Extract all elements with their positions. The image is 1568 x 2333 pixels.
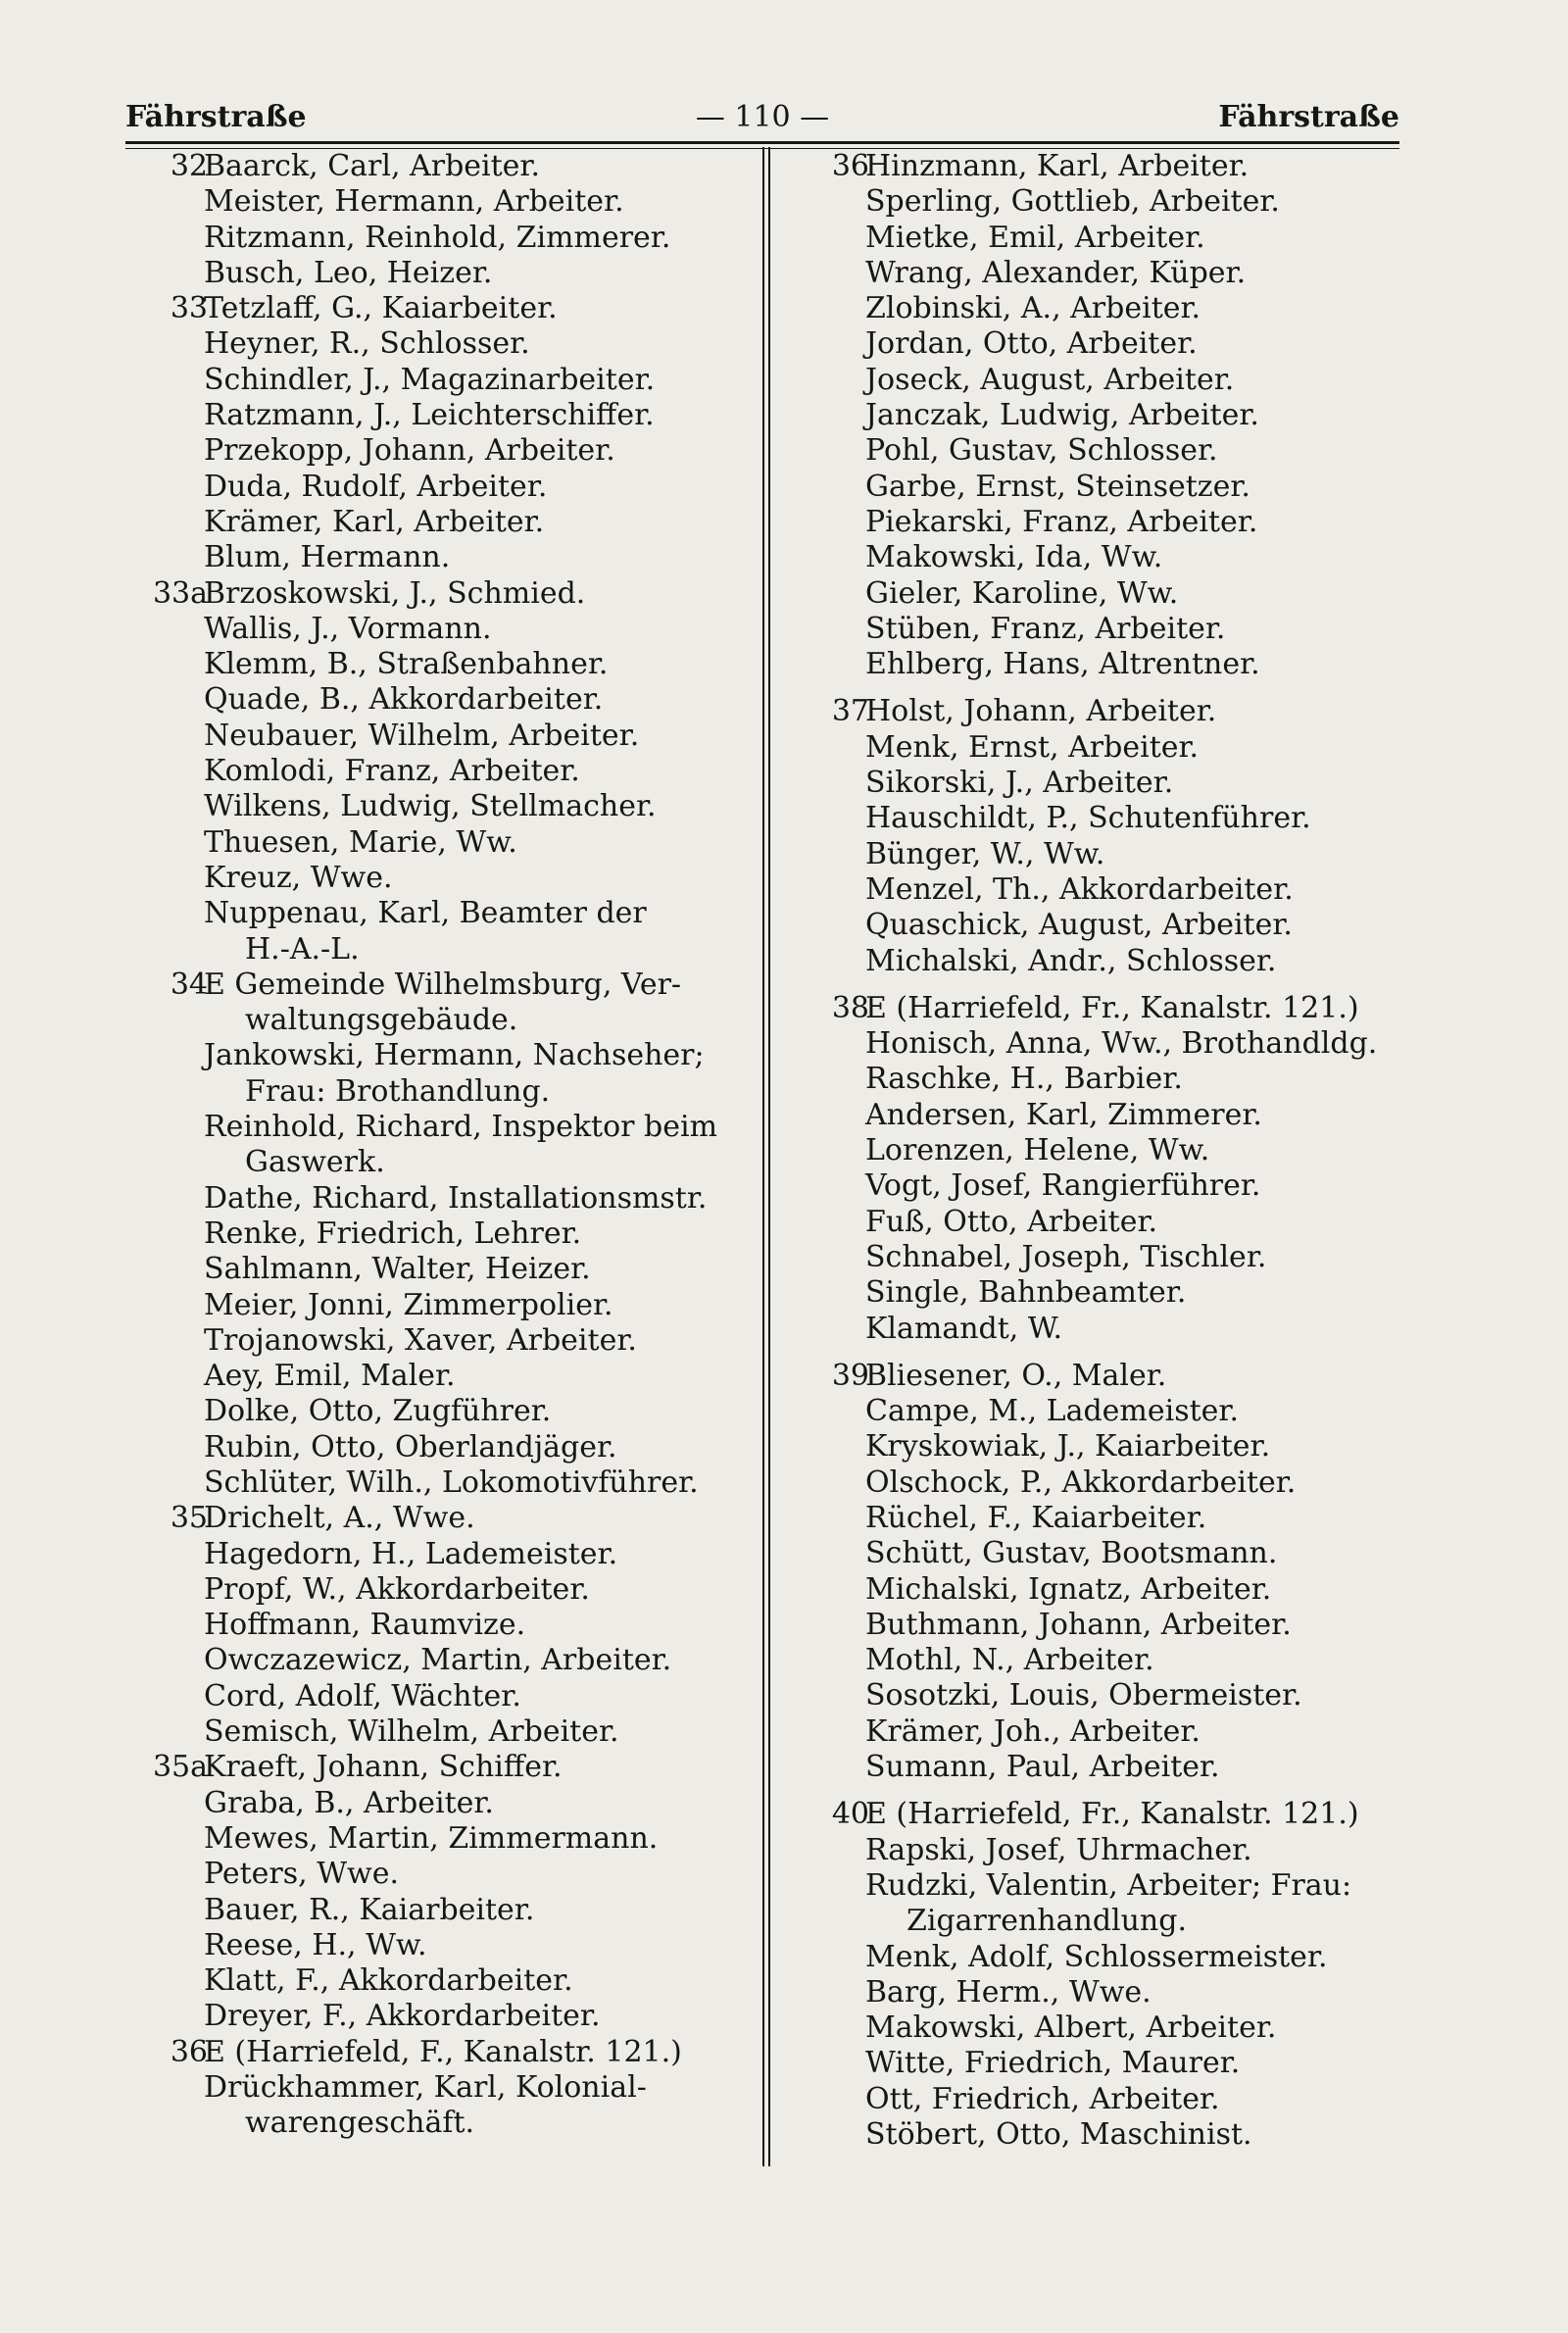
- directory-line: [137, 1252, 764, 1287]
- directory-line: [137, 256, 764, 291]
- resident-entry: Dathe, Richard, Installationsmstr.: [204, 1180, 708, 1216]
- directory-line: [799, 766, 1426, 801]
- directory-line: [137, 576, 764, 612]
- directory-line: [137, 1501, 764, 1536]
- resident-entry: Campe, M., Lademeister.: [865, 1394, 1239, 1429]
- resident-entry: Wrang, Alexander, Küper.: [865, 255, 1247, 290]
- resident-entry: Schlüter, Wilh., Lokomotivführer.: [204, 1464, 699, 1500]
- resident-entry: Reinhold, Richard, Inspektor beim: [204, 1110, 718, 1145]
- resident-entry: Sahlmann, Walter, Heizer.: [204, 1252, 591, 1287]
- resident-entry: E (Harriefeld, Fr., Kanalstr. 121.): [865, 990, 1359, 1025]
- resident-entry: Przekopp, Johann, Arbeiter.: [204, 433, 615, 469]
- house-number: 39: [831, 1358, 869, 1393]
- directory-line: [137, 540, 764, 575]
- directory-line: [799, 1797, 1426, 1832]
- directory-line: [137, 1750, 764, 1785]
- directory-line: [799, 612, 1426, 647]
- directory-line: [137, 363, 764, 398]
- resident-entry: Zlobinski, A., Arbeiter.: [865, 291, 1201, 326]
- directory-line: [799, 730, 1426, 766]
- resident-entry: Ratzmann, J., Leichterschiffer.: [204, 398, 655, 433]
- resident-entry: Rudzki, Valentin, Arbeiter; Frau:: [865, 1867, 1352, 1903]
- directory-line: [137, 754, 764, 789]
- directory-line: [137, 433, 764, 469]
- resident-entry: Sikorski, J., Arbeiter.: [865, 766, 1174, 801]
- resident-entry: Michalski, Andr., Schlosser.: [865, 943, 1277, 978]
- resident-entry-continuation: H.-A.-L.: [245, 931, 360, 967]
- directory-line: [799, 1205, 1426, 1240]
- house-number: 33: [170, 291, 208, 326]
- resident-entry-continuation: warengeschäft.: [245, 2106, 475, 2141]
- directory-line: [137, 1999, 764, 2034]
- directory-line: [137, 682, 764, 718]
- directory-line: [799, 363, 1426, 398]
- directory-line: [799, 2082, 1426, 2117]
- directory-line: [799, 1536, 1426, 1571]
- resident-entry: Kraeft, Johann, Schiffer.: [204, 1750, 563, 1785]
- resident-entry: Andersen, Karl, Zimmerer.: [865, 1097, 1262, 1132]
- resident-entry: Makowski, Ida, Ww.: [865, 540, 1163, 575]
- directory-line: [137, 1216, 764, 1252]
- directory-line: [799, 1312, 1426, 1347]
- directory-line: [799, 326, 1426, 362]
- resident-entry: Bliesener, O., Maler.: [865, 1358, 1167, 1393]
- directory-line: [799, 1643, 1426, 1678]
- resident-entry: Makowski, Albert, Arbeiter.: [865, 2010, 1277, 2046]
- resident-entry: Semisch, Wilhelm, Arbeiter.: [204, 1714, 619, 1750]
- resident-entry: Mietke, Emil, Arbeiter.: [865, 220, 1205, 255]
- directory-line: [137, 2070, 764, 2106]
- directory-line: [799, 1359, 1426, 1394]
- directory-line: [799, 944, 1426, 979]
- directory-line: [799, 647, 1426, 682]
- resident-entry: Klamandt, W.: [865, 1311, 1063, 1346]
- directory-line: [799, 398, 1426, 433]
- directory-line: [137, 719, 764, 754]
- directory-line: [799, 149, 1426, 184]
- resident-entry: Piekarski, Franz, Arbeiter.: [865, 504, 1258, 539]
- directory-line: [799, 2010, 1426, 2046]
- directory-line: [799, 837, 1426, 872]
- resident-entry: Renke, Friedrich, Lehrer.: [204, 1216, 582, 1251]
- resident-entry: Garbe, Ernst, Steinsetzer.: [865, 469, 1250, 504]
- directory-line: [799, 1275, 1426, 1311]
- directory-line: [799, 1240, 1426, 1275]
- directory-line: [137, 647, 764, 682]
- resident-entry: Ott, Friedrich, Arbeiter.: [865, 2081, 1220, 2116]
- header-street-left: Fährstraße: [125, 100, 307, 134]
- resident-entry: Olschock, P., Akkordarbeiter.: [865, 1464, 1297, 1500]
- directory-line: [799, 1833, 1426, 1868]
- resident-entry: Schindler, J., Magazinarbeiter.: [204, 362, 656, 397]
- resident-entry: Rapski, Josef, Uhrmacher.: [865, 1832, 1252, 1867]
- directory-line: [799, 991, 1426, 1026]
- resident-entry: Peters, Wwe.: [204, 1857, 400, 1892]
- resident-entry: E (Harriefeld, F., Kanalstr. 121.): [204, 2034, 682, 2069]
- directory-line: [799, 184, 1426, 220]
- directory-line: [799, 1678, 1426, 1713]
- right-column: [799, 149, 1426, 2153]
- resident-entry: Duda, Rudolf, Arbeiter.: [204, 469, 548, 504]
- directory-line: [799, 1394, 1426, 1429]
- resident-entry: Barg, Herm., Wwe.: [865, 1974, 1152, 2010]
- resident-entry: Quaschick, August, Arbeiter.: [865, 908, 1293, 943]
- resident-entry: Drichelt, A., Wwe.: [204, 1501, 475, 1536]
- directory-line: [137, 505, 764, 540]
- directory-line: [137, 470, 764, 505]
- resident-entry: Propf, W., Akkordarbeiter.: [204, 1571, 590, 1607]
- resident-entry: Vogt, Josef, Rangierführer.: [865, 1168, 1261, 1204]
- resident-entry: Baarck, Carl, Arbeiter.: [204, 149, 541, 183]
- directory-line: [799, 221, 1426, 256]
- resident-entry: Buthmann, Johann, Arbeiter.: [865, 1607, 1292, 1642]
- resident-entry: Stöbert, Otto, Maschinist.: [865, 2117, 1252, 2153]
- resident-entry: Krämer, Joh., Arbeiter.: [865, 1713, 1200, 1749]
- directory-line: [137, 1714, 764, 1750]
- directory-line: [799, 1501, 1426, 1536]
- directory-line: [137, 932, 764, 968]
- resident-entry: Menk, Ernst, Arbeiter.: [865, 729, 1200, 765]
- directory-line: [137, 326, 764, 362]
- resident-entry-continuation: Gaswerk.: [245, 1145, 385, 1180]
- directory-line: [137, 1643, 764, 1678]
- directory-line: [137, 1038, 764, 1073]
- resident-entry: Mothl, N., Arbeiter.: [865, 1643, 1154, 1678]
- resident-entry: Neubauer, Wilhelm, Arbeiter.: [204, 718, 640, 753]
- directory-line: [137, 1288, 764, 1323]
- directory-line: [137, 861, 764, 896]
- resident-entry: Aey, Emil, Maler.: [204, 1359, 456, 1394]
- resident-entry: Blum, Hermann.: [204, 540, 451, 575]
- directory-line: [137, 1394, 764, 1429]
- left-column: [137, 149, 764, 2142]
- directory-line: [799, 1062, 1426, 1097]
- house-number: 32: [170, 149, 208, 183]
- resident-entry: Kreuz, Wwe.: [204, 860, 393, 895]
- directory-line: [799, 1572, 1426, 1608]
- house-number: 36: [831, 149, 869, 183]
- resident-entry: Cord, Adolf, Wächter.: [204, 1678, 521, 1713]
- resident-entry: Hoffmann, Raumvize.: [204, 1608, 526, 1643]
- directory-line: [137, 398, 764, 433]
- house-number: 37: [831, 694, 869, 729]
- directory-line: [137, 1110, 764, 1145]
- resident-entry: Dreyer, F., Akkordarbeiter.: [204, 1999, 601, 2034]
- resident-entry: Ritzmann, Reinhold, Zimmerer.: [204, 220, 671, 255]
- resident-entry: Single, Bahnbeamter.: [865, 1275, 1187, 1311]
- directory-line: [137, 2106, 764, 2141]
- directory-line: [137, 1145, 764, 1180]
- resident-entry: Menk, Adolf, Schlossermeister.: [865, 1939, 1328, 1974]
- directory-line: [137, 1572, 764, 1608]
- directory-line: [137, 1181, 764, 1216]
- directory-line: [137, 1928, 764, 1963]
- house-number: 38: [831, 990, 869, 1025]
- directory-line: [799, 1904, 1426, 1939]
- page-number: — 110 —: [695, 100, 830, 134]
- directory-line: [799, 1098, 1426, 1133]
- resident-entry: Jankowski, Hermann, Nachseher;: [204, 1038, 705, 1073]
- resident-entry: Thuesen, Marie, Ww.: [204, 824, 517, 860]
- directory-line: [799, 1026, 1426, 1062]
- directory-line: [137, 1430, 764, 1465]
- directory-line: [799, 1750, 1426, 1785]
- directory-line: [799, 1133, 1426, 1168]
- resident-entry: Fuß, Otto, Arbeiter.: [865, 1204, 1158, 1239]
- directory-line: [799, 291, 1426, 326]
- directory-line: [137, 1074, 764, 1110]
- resident-entry: Honisch, Anna, Ww., Brothandldg.: [865, 1026, 1378, 1062]
- entry-gap: [799, 1347, 1426, 1359]
- directory-line: [799, 872, 1426, 908]
- resident-entry: E Gemeinde Wilhelmsburg, Ver-: [204, 967, 682, 1002]
- house-number: 40: [831, 1797, 869, 1832]
- resident-entry: Meier, Jonni, Zimmerpolier.: [204, 1287, 613, 1322]
- resident-entry: Tetzlaff, G., Kaiarbeiter.: [204, 291, 558, 326]
- directory-line: [137, 291, 764, 326]
- resident-entry: Hauschildt, P., Schutenführer.: [865, 801, 1311, 836]
- directory-line: [137, 1359, 764, 1394]
- resident-entry: Quade, B., Akkordarbeiter.: [204, 682, 604, 718]
- resident-entry: Mewes, Martin, Zimmermann.: [204, 1820, 659, 1856]
- house-number: 33a: [152, 575, 208, 611]
- directory-line: [137, 149, 764, 184]
- directory-line: [799, 2117, 1426, 2153]
- house-number: 35: [170, 1501, 208, 1536]
- directory-line: [137, 221, 764, 256]
- resident-entry: Rubin, Otto, Oberlandjäger.: [204, 1429, 617, 1464]
- directory-line: [799, 433, 1426, 469]
- resident-entry: Sumann, Paul, Arbeiter.: [865, 1750, 1220, 1785]
- resident-entry: Brzoskowski, J., Schmied.: [204, 575, 586, 611]
- resident-entry: Drückhammer, Karl, Kolonial-: [204, 2070, 647, 2106]
- header-street-right: Fährstraße: [1218, 100, 1399, 134]
- directory-line: [137, 968, 764, 1003]
- resident-entry: Stüben, Franz, Arbeiter.: [865, 611, 1226, 646]
- resident-entry: Sosotzki, Louis, Obermeister.: [865, 1678, 1302, 1713]
- directory-line: [799, 470, 1426, 505]
- resident-entry: Bauer, R., Kaiarbeiter.: [204, 1892, 535, 1927]
- resident-entry: Reese, H., Ww.: [204, 1927, 427, 1962]
- resident-entry: Wilkens, Ludwig, Stellmacher.: [204, 789, 657, 824]
- directory-line: [137, 1963, 764, 1999]
- directory-line: [799, 1714, 1426, 1750]
- resident-entry: E (Harriefeld, Fr., Kanalstr. 121.): [865, 1797, 1359, 1832]
- directory-line: [137, 1323, 764, 1359]
- resident-entry: Klatt, F., Akkordarbeiter.: [204, 1963, 573, 1999]
- directory-line: [137, 2035, 764, 2070]
- resident-entry: Owczazewicz, Martin, Arbeiter.: [204, 1643, 672, 1678]
- resident-entry-continuation: waltungsgebäude.: [245, 1003, 518, 1038]
- resident-entry: Meister, Hermann, Arbeiter.: [204, 184, 624, 220]
- resident-entry: Krämer, Karl, Arbeiter.: [204, 504, 545, 539]
- directory-line: [799, 1868, 1426, 1904]
- directory-line: [799, 505, 1426, 540]
- resident-entry: Joseck, August, Arbeiter.: [865, 362, 1235, 397]
- resident-entry: Gieler, Karoline, Ww.: [865, 575, 1179, 611]
- resident-entry: Bünger, W., Ww.: [865, 836, 1105, 871]
- directory-line: [137, 825, 764, 861]
- resident-entry: Hagedorn, H., Lademeister.: [204, 1536, 618, 1571]
- directory-line: [799, 1465, 1426, 1501]
- directory-line: [137, 1608, 764, 1643]
- directory-line: [799, 540, 1426, 575]
- resident-entry-continuation: Zigarrenhandlung.: [906, 1904, 1187, 1939]
- directory-line: [137, 184, 764, 220]
- directory-line: [799, 1168, 1426, 1204]
- directory-line: [799, 256, 1426, 291]
- directory-line: [799, 908, 1426, 943]
- resident-entry: Raschke, H., Barbier.: [865, 1062, 1183, 1097]
- resident-entry: Wallis, J., Vormann.: [204, 611, 492, 646]
- directory-line: [137, 1003, 764, 1038]
- resident-entry-continuation: Frau: Brothandlung.: [245, 1073, 551, 1109]
- resident-entry: Schnabel, Joseph, Tischler.: [865, 1239, 1267, 1274]
- directory-line: [799, 694, 1426, 729]
- directory-line: [799, 576, 1426, 612]
- directory-line: [137, 1465, 764, 1501]
- house-number: 36: [170, 2034, 208, 2069]
- directory-line: [137, 612, 764, 647]
- resident-entry: Dolke, Otto, Zugführer.: [204, 1394, 552, 1429]
- resident-entry: Janczak, Ludwig, Arbeiter.: [865, 398, 1259, 433]
- resident-entry: Nuppenau, Karl, Beamter der: [204, 896, 647, 931]
- resident-entry: Heyner, R., Schlosser.: [204, 326, 530, 362]
- directory-line: [137, 1857, 764, 1892]
- resident-entry: Schütt, Gustav, Bootsmann.: [865, 1536, 1278, 1571]
- entry-gap: [799, 979, 1426, 991]
- resident-entry: Busch, Leo, Heizer.: [204, 255, 493, 290]
- directory-line: [137, 1679, 764, 1714]
- resident-entry: Pohl, Gustav, Schlosser.: [865, 433, 1218, 469]
- resident-entry: Michalski, Ignatz, Arbeiter.: [865, 1571, 1272, 1607]
- resident-entry: Jordan, Otto, Arbeiter.: [865, 326, 1198, 362]
- resident-entry: Kryskowiak, J., Kaiarbeiter.: [865, 1429, 1271, 1464]
- resident-entry: Lorenzen, Helene, Ww.: [865, 1133, 1210, 1168]
- directory-line: [799, 1940, 1426, 1975]
- entry-gap: [799, 682, 1426, 694]
- directory-line: [799, 2046, 1426, 2081]
- directory-line: [137, 1893, 764, 1928]
- resident-entry: Trojanowski, Xaver, Arbeiter.: [204, 1322, 637, 1358]
- directory-line: [137, 1786, 764, 1821]
- resident-entry: Ehlberg, Hans, Altrentner.: [865, 647, 1260, 682]
- resident-entry: Rüchel, F., Kaiarbeiter.: [865, 1500, 1207, 1535]
- resident-entry: Komlodi, Franz, Arbeiter.: [204, 754, 580, 789]
- directory-line: [799, 1429, 1426, 1464]
- resident-entry: Hinzmann, Karl, Arbeiter.: [865, 149, 1250, 183]
- resident-entry: Sperling, Gottlieb, Arbeiter.: [865, 184, 1280, 220]
- directory-line: [799, 801, 1426, 836]
- house-number: 35a: [152, 1750, 208, 1785]
- directory-line: [799, 1975, 1426, 2010]
- entry-gap: [799, 1785, 1426, 1797]
- directory-line: [137, 1537, 764, 1572]
- resident-entry: Witte, Friedrich, Maurer.: [865, 2046, 1241, 2081]
- page-header: [125, 96, 1399, 139]
- directory-line: [799, 1608, 1426, 1643]
- directory-line: [137, 1821, 764, 1857]
- resident-entry: Klemm, B., Straßenbahner.: [204, 647, 609, 682]
- resident-entry: Menzel, Th., Akkordarbeiter.: [865, 871, 1294, 907]
- resident-entry: Holst, Johann, Arbeiter.: [865, 694, 1217, 729]
- directory-line: [137, 896, 764, 931]
- resident-entry: Graba, B., Arbeiter.: [204, 1785, 494, 1820]
- house-number: 34: [170, 967, 208, 1002]
- directory-line: [137, 789, 764, 824]
